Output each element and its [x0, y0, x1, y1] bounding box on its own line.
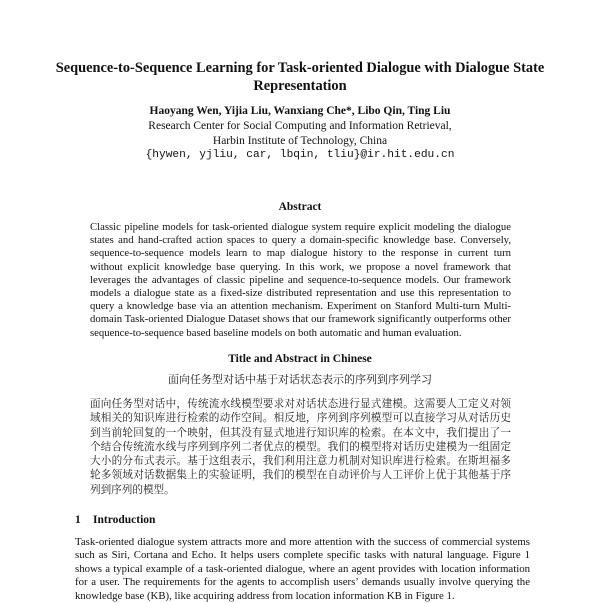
section-title: Introduction [93, 514, 156, 526]
author-list: Haoyang Wen, Yijia Liu, Wanxiang Che*, Libo Qin, Ting Liu [149, 105, 451, 117]
abstract-text: Classic pipeline models for task-oriented dialogue system require explicit modeling the dialogue states and hand-crafted action spaces to query a domain-specific knowledge base. Conversely, sequence-to-sequence models learn to map dialogue history to the response in current turn without explicit knowledge base querying. In this work, we propose a novel framework that leverages the advantages of classic pipeline and sequence-to-sequence models. Our framework models a dialogue state as a fixed-size distributed representation and use this representation to query a knowledge base via an attention mechanism. Experiment on Stanford Multi-turn Multi-domain Task-oriented Dialogue Dataset shows that our framework significantly outperforms other sequence-to-sequence based baseline models on both automatic and human evaluation. [90, 221, 511, 339]
abstract-heading: Abstract [278, 201, 322, 213]
section-heading-introduction [75, 513, 155, 527]
introduction-text: Task-oriented dialogue system attracts more and more attention with the success of commercial systems such as Siri, Cortana and Echo. It helps users complete specific tasks with natural language. Figure 1 shows a typical example of a task-oriented dialogue, where an agent provides with location information for a user. The requirements for the agents to accomplish users’ demands usually involve querying the knowledge base (KB), like acquiring address from location information KB in Figure 1. [75, 536, 530, 602]
section-number: 1 [75, 514, 81, 526]
chinese-section-heading: Title and Abstract in Chinese [228, 353, 372, 365]
affiliation-line-1: Research Center for Social Computing and Information Retrieval, [148, 120, 452, 132]
affiliation-line-2: Harbin Institute of Technology, China [212, 134, 388, 147]
affiliation-block [40, 119, 560, 163]
paper-title: Sequence-to-Sequence Learning for Task-oriented Dialogue with Dialogue State Representation [55, 60, 545, 94]
chinese-title: 面向任务型对话中基于对话状态表示的序列到序列学习 [168, 373, 432, 386]
author-emails: {hywen, yjliu, car, lbqin, tliu}@ir.hit.edu.cn [145, 149, 455, 161]
chinese-abstract-text: 面向任务型对话中，传统流水线模型要求对对话状态进行显式建模。这需要人工定义对领域相关的知识库进行检索的动作空间。相反地，序列到序列模型可以直接学习从对话历史到当前轮回复的一个映射，但其没有显式地进行知识库的检索。在本文中，我们提出了一个结合传统流水线与序列到序列二者优点的模型。我们的模型将对话历史建模为一组固定大小的分布式表示。基于这组表示，我们利用注意力机制对知识库进行检索。在斯坦福多轮多领域对话数据集上的实验证明，我们的模型在自动评价与人工评价上优于其他基于序列到序列的模型。 [90, 398, 511, 496]
